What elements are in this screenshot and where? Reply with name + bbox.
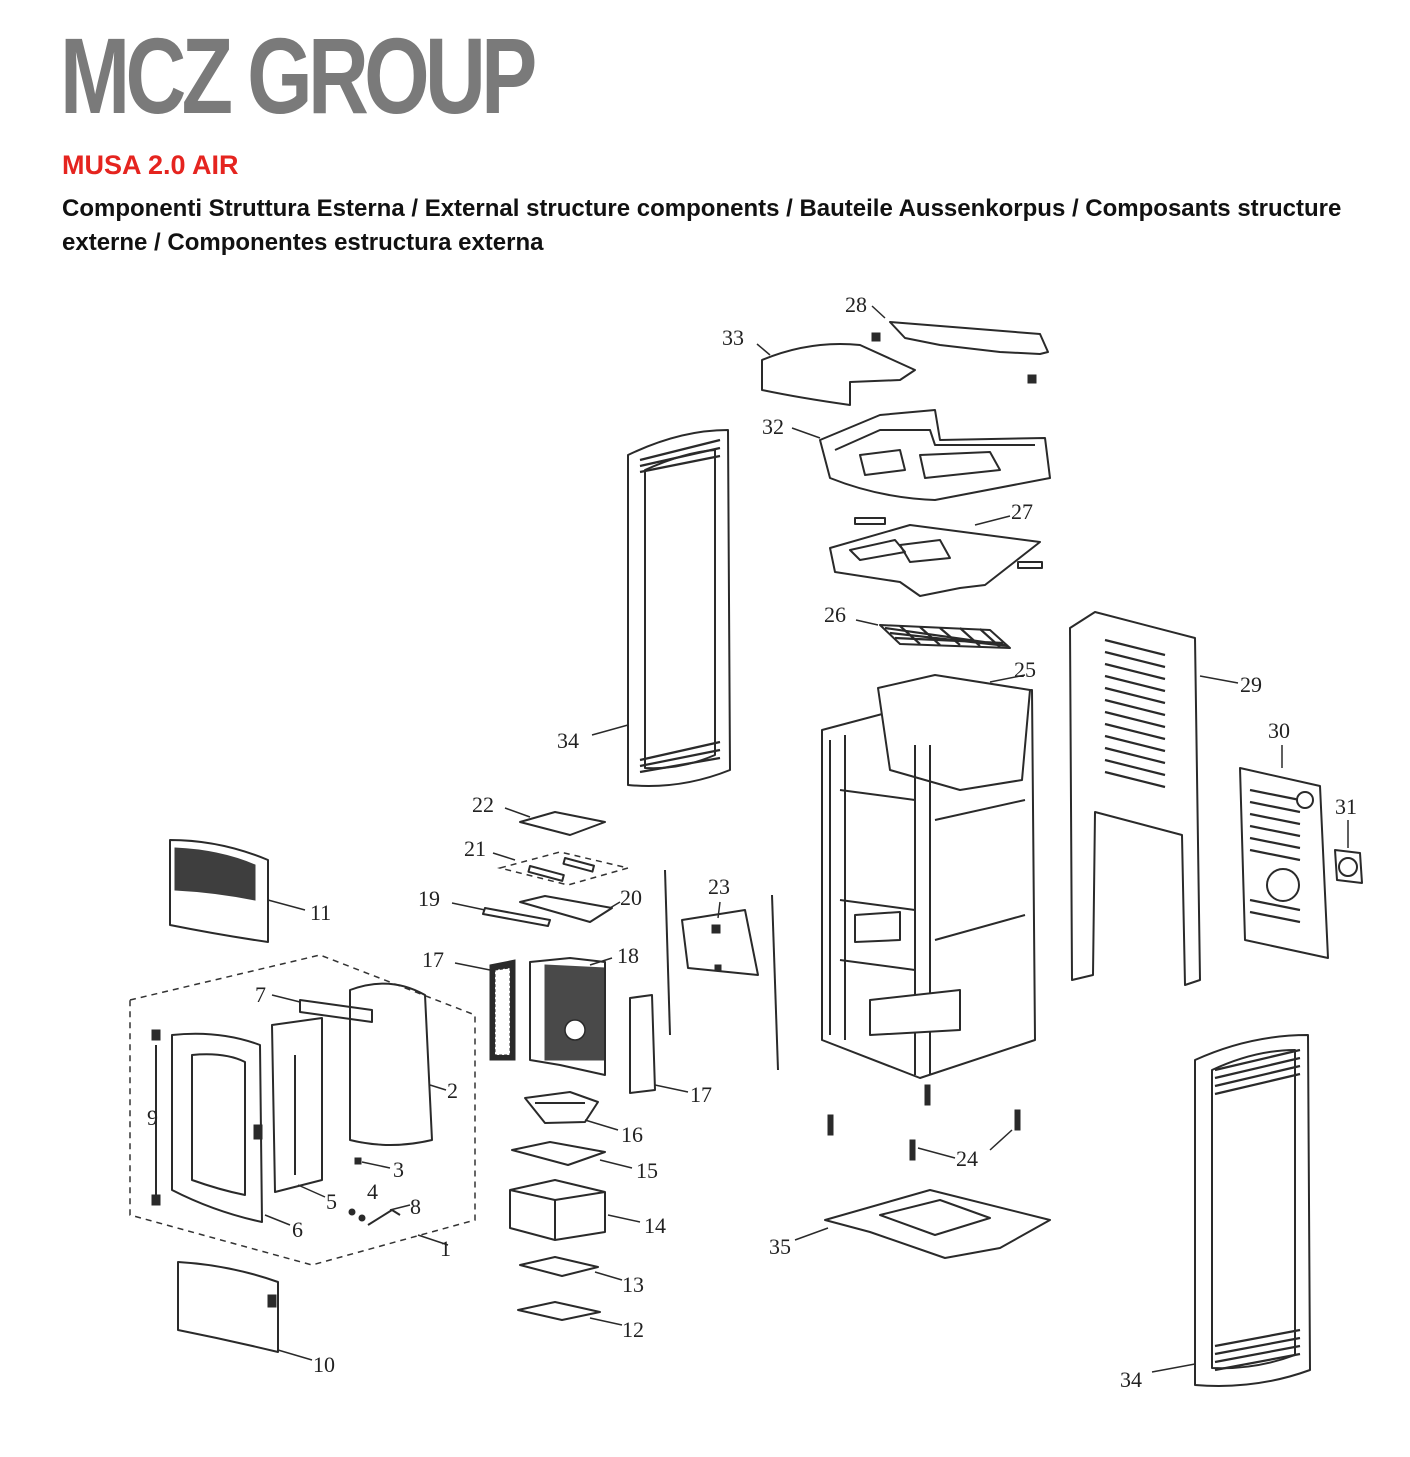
part-23-panel	[682, 902, 758, 975]
part-26-grid	[856, 620, 1010, 648]
label-part-30: 30	[1268, 718, 1290, 743]
label-part-6: 6	[292, 1217, 303, 1242]
label-part-29: 29	[1240, 672, 1262, 697]
label-part-32: 32	[762, 414, 784, 439]
label-part-5: 5	[326, 1189, 337, 1214]
part-18-firebox	[530, 958, 612, 1075]
label-part-31: 31	[1335, 794, 1357, 819]
label-part-1: 1	[440, 1236, 451, 1261]
label-part-28: 28	[845, 292, 867, 317]
part-11-front-grille	[170, 840, 305, 942]
rod-right	[772, 895, 778, 1070]
label-part-9: 9	[147, 1105, 158, 1130]
label-part-33: 33	[722, 325, 744, 350]
part-29-back-panel	[1070, 612, 1238, 985]
part-13-plate	[520, 1257, 622, 1280]
part-12-frame	[518, 1302, 622, 1325]
label-part-4: 4	[367, 1179, 378, 1204]
label-part-25: 25	[1014, 657, 1036, 682]
label-part-2: 2	[447, 1078, 458, 1103]
label-part-7: 7	[255, 982, 266, 1007]
part-3-clip	[355, 1158, 390, 1168]
label-part-22: 22	[472, 792, 494, 817]
part-34-side-panel-lower	[1152, 1035, 1310, 1386]
label-part-19: 19	[418, 886, 440, 911]
label-part-10: 10	[313, 1352, 335, 1377]
part-17-side-baffle-right	[630, 995, 688, 1093]
label-part-16: 16	[621, 1122, 643, 1147]
label-part-12: 12	[622, 1317, 644, 1342]
label-part-24: 24	[956, 1146, 978, 1171]
part-27-frame-plate	[830, 516, 1042, 596]
part-17-side-baffle-left	[455, 960, 515, 1060]
part-15-gasket	[512, 1142, 632, 1168]
part-2-door-gasket	[350, 984, 446, 1145]
part-10-lower-door	[178, 1262, 312, 1360]
rod-left	[665, 870, 670, 1035]
label-part-20: 20	[620, 885, 642, 910]
part-8-latch	[349, 1205, 410, 1225]
part-24-feet	[828, 1085, 1020, 1160]
label-part-15: 15	[636, 1158, 658, 1183]
label-part-34-lower: 34	[1120, 1367, 1142, 1392]
part-16-brazier	[525, 1092, 618, 1130]
label-part-26: 26	[824, 602, 846, 627]
part-32-top-frame	[792, 410, 1050, 500]
label-part-17-right: 17	[690, 1082, 712, 1107]
part-25-main-body	[822, 675, 1035, 1078]
part-34-side-panel-upper	[592, 430, 730, 786]
label-part-13: 13	[622, 1272, 644, 1297]
label-part-23: 23	[708, 874, 730, 899]
part-21-gasket-set	[493, 852, 628, 885]
part-5-glass	[272, 1018, 325, 1197]
part-14-ash-drawer	[510, 1180, 640, 1240]
label-part-27: 27	[1011, 499, 1033, 524]
label-part-17-left: 17	[422, 947, 444, 972]
mcz-group-logo: MCZ GROUP	[60, 15, 533, 136]
part-33-top-cover	[757, 344, 915, 405]
part-22-plate	[505, 808, 605, 835]
label-part-14: 14	[644, 1213, 666, 1238]
label-part-3: 3	[393, 1157, 404, 1182]
label-part-8: 8	[410, 1194, 421, 1219]
label-part-34-upper: 34	[557, 728, 579, 753]
part-30-rear-plate	[1240, 745, 1328, 958]
label-part-11: 11	[310, 900, 332, 925]
section-subtitle: Componenti Struttura Esterna / External structure components / Bauteile Aussenkorpus / Composants structure externe / Componentes estructura externa	[62, 195, 1342, 256]
part-35-base-plate	[795, 1190, 1050, 1258]
part-31-flange	[1335, 820, 1362, 883]
model-title: MUSA 2.0 AIR	[62, 150, 239, 180]
label-part-35: 35	[769, 1234, 791, 1259]
label-part-18: 18	[617, 943, 639, 968]
label-part-21: 21	[464, 836, 486, 861]
